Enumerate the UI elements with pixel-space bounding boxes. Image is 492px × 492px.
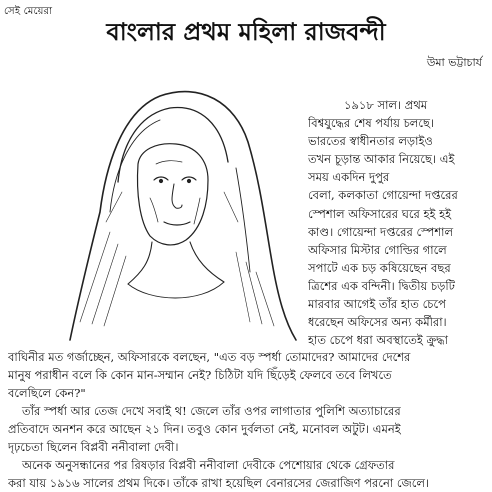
- text-line: বলেছিলে কেন?": [8, 386, 86, 400]
- section-label: সেই মেয়েরা: [4, 6, 53, 17]
- text-line: দৃঢ়চেতা ছিলেন বিপ্লবী ননীবালা দেবী।: [8, 440, 179, 454]
- text-line: হাত চেপে ধরা অবস্থাতেই ক্রুদ্ধা: [308, 333, 448, 348]
- article-body: [8, 348, 486, 492]
- text-line: সময় একদিন দুপুর: [308, 170, 390, 185]
- text-line: করা যায় ১৯১৬ সালের প্রথম দিকে। তাঁকে রাখা হয়েছিল বেনারসের জেরাজিণ পরনো জেলে।: [8, 476, 430, 490]
- text-line: অফিসার মিস্টার গোল্ডির গালে: [308, 242, 447, 257]
- portrait-illustration: [10, 72, 306, 342]
- text-line: ১৯১৮ সাল। প্রথম: [344, 98, 428, 112]
- headline: বাংলার প্রথম মহিলা রাজবন্দী: [106, 17, 386, 46]
- text-line: প্রতিবাদে অনশন করে আছেন ২১ দিন। তবুও কোন দুর্বলতা নেই, মনোবল অটুট। এমনই: [8, 422, 401, 436]
- text-line: মানুষ পরাধীন বলে কি কোন মান-সম্মান নেই? চিঠিটা যদি ছিঁড়েই ফেলবে তবে লিখতে: [8, 368, 392, 382]
- text-line: বাঘিনীর মত গর্জাচ্ছেন, অফিসারকে বলছেন, "এত বড় স্পর্ধা তোমাদের? আমাদের দেশের: [8, 350, 411, 364]
- text-line: স্পেশাল অফিসারের ঘরে হই হই: [308, 206, 452, 221]
- text-line: বেলা, কলকাতা গোয়েন্দা দপ্তরের: [308, 188, 458, 203]
- text-line: অনেক অনুসন্ধানের পর রিষড়ার বিপ্লবী ননীবালা দেবীকে পেশোয়ার থেকে গ্রেফতার: [22, 458, 395, 472]
- text-line: সপাটে এক চড় কষিয়েছেন বছর: [308, 260, 451, 275]
- text-line: ধরেছেন অফিসের অন্য কর্মীরা।: [308, 315, 447, 330]
- article-side-column: [308, 96, 488, 349]
- byline: উমা ভট্টাচার্য: [426, 56, 482, 69]
- text-line: ত্রিশের এক বন্দিনী। দ্বিতীয় চড়টি: [308, 278, 455, 293]
- text-line: ভারতের স্বাধীনতার লড়াইও: [308, 134, 433, 149]
- text-line: তখন চূড়ান্ত আকার নিয়েছে। এই: [308, 152, 455, 167]
- text-line: বিশ্বযুদ্ধের শেষ পর্যায় চলছে।: [308, 116, 435, 131]
- text-line: কাণ্ড। গোয়েন্দা দপ্তরের স্পেশাল: [308, 224, 454, 239]
- text-line: মারবার আগেই তাঁর হাত চেপে: [308, 297, 446, 312]
- text-line: তাঁর স্পর্ধা আর তেজ দেখে সবাই থ! জেলে তাঁর ওপর লাগাতার পুলিশি অত্যাচারের: [22, 404, 401, 418]
